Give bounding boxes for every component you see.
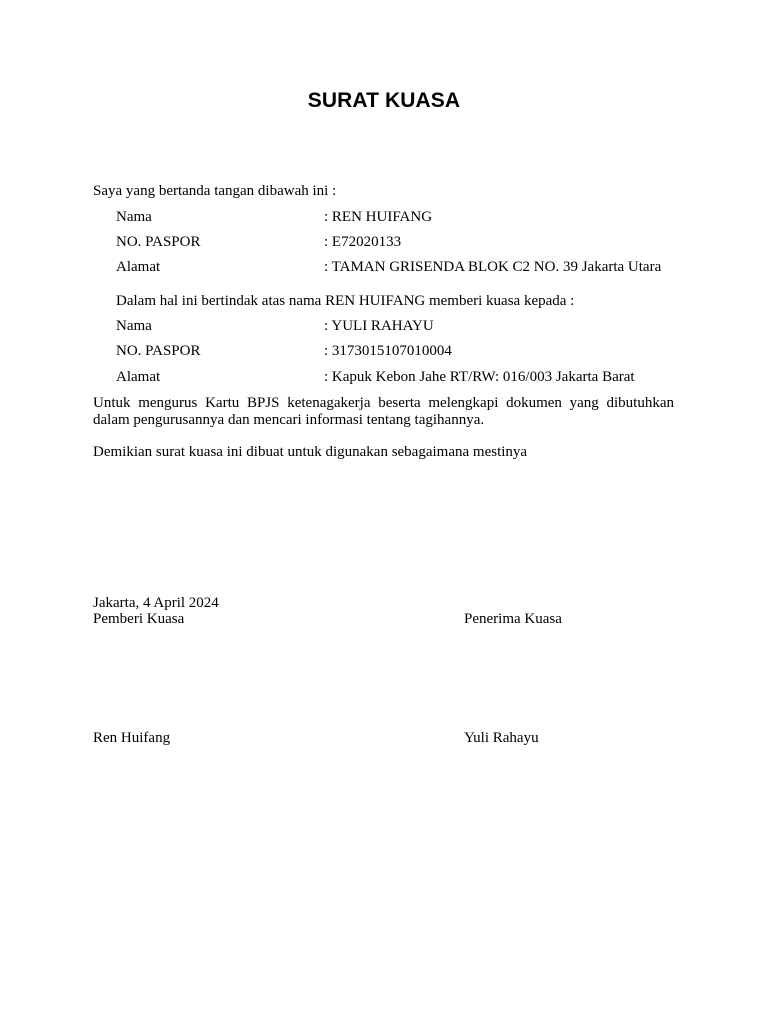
grantee-name-value: : YULI RAHAYU [324, 318, 434, 334]
grantee-passport-label: NO. PASPOR [116, 343, 201, 359]
grantee-passport-value: : 3173015107010004 [324, 343, 452, 359]
grantor-address-value: : TAMAN GRISENDA BLOK C2 NO. 39 Jakarta Utara [324, 259, 662, 275]
closing-statement: Demikian surat kuasa ini dibuat untuk digunakan sebagaimana mestinya [93, 444, 528, 460]
intro-text: Saya yang bertanda tangan dibawah ini : [93, 183, 337, 199]
grantor-passport-label: NO. PASPOR [116, 234, 201, 250]
purpose-line-1: Untuk mengurus Kartu BPJS ketenagakerja beserta melengkapi dokumen yang dibutuhkan [93, 395, 674, 411]
grantor-name-label: Nama [116, 209, 152, 225]
document-title: SURAT KUASA [307, 89, 461, 112]
grantor-address-label: Alamat [116, 259, 161, 275]
grantee-role: Penerima Kuasa [464, 611, 562, 627]
grantor-passport-value: : E72020133 [324, 234, 402, 250]
grantee-address-label: Alamat [116, 369, 161, 385]
grantor-role: Pemberi Kuasa [93, 611, 185, 627]
place-date: Jakarta, 4 April 2024 [93, 595, 219, 611]
grantee-signature-name: Yuli Rahayu [464, 730, 539, 746]
grantee-name-label: Nama [116, 318, 152, 334]
purpose-paragraph [93, 395, 674, 429]
grantor-name-value: : REN HUIFANG [324, 209, 433, 225]
grantee-address-value: : Kapuk Kebon Jahe RT/RW: 016/003 Jakarta Barat [324, 369, 635, 385]
grantor-signature-name: Ren Huifang [93, 730, 171, 746]
purpose-line-2: dalam pengurusannya dan mencari informasi tentang tagihannya. [93, 412, 485, 428]
delegation-statement: Dalam hal ini bertindak atas nama REN HUIFANG memberi kuasa kepada : [116, 293, 575, 309]
